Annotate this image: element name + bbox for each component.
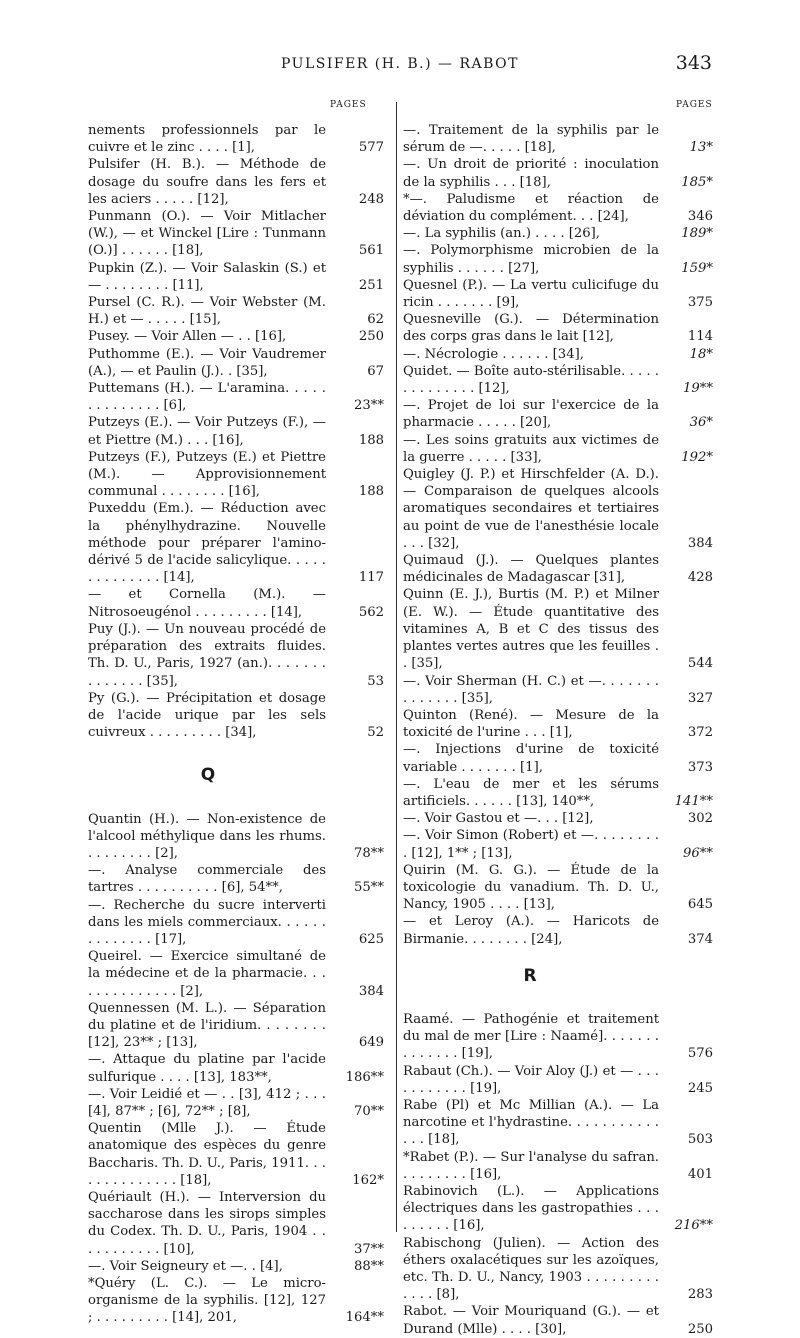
- index-entry: [403, 1183, 717, 1235]
- entry-page: 162*: [352, 1172, 384, 1188]
- entry-page: 251: [358, 277, 384, 293]
- entry-page: 18*: [689, 346, 713, 362]
- entry-text: Puttemans (H.). — L'aramina. . . . . . . . . . . . . . [6],: [88, 381, 326, 414]
- index-entry: [403, 913, 717, 947]
- entry-text: —. La syphilis (an.) . . . . [26],: [403, 226, 600, 242]
- entry-page: 189*: [681, 226, 713, 242]
- index-entry: [403, 346, 717, 363]
- index-entry: [403, 122, 717, 156]
- entry-text: *Quéry (L. C.). — Le micro-organisme de la syphilis. [12], 127 ; . . . . . . . . . [14], 201,: [88, 1276, 326, 1326]
- page-number: 343: [675, 52, 712, 74]
- entry-text: —. Voir Sherman (H. C.) et —. . . . . . . . . . . . . . [35],: [403, 673, 659, 706]
- index-entry: [403, 810, 717, 827]
- index-entry: [88, 897, 388, 949]
- entry-page: 141**: [674, 793, 713, 809]
- entry-text: —. Voir Gastou et —. . . [12],: [403, 811, 594, 827]
- entry-text: *Rabet (P.). — Sur l'analyse du safran. . . . . . . . . [16],: [403, 1149, 659, 1182]
- index-entry: [403, 1063, 717, 1097]
- entry-text: Quantin (H.). — Non-existence de l'alcool méthylique dans les rhums. . . . . . . . . [2],: [88, 811, 326, 861]
- entry-text: —. Projet de loi sur l'exercice de la pharmacie . . . . . [20],: [403, 398, 659, 431]
- pages-label-left: PAGES: [330, 100, 367, 110]
- index-entry: [403, 776, 717, 810]
- entry-text: Quirin (M. G. G.). — Étude de la toxicologie du vanadium. Th. D. U., Nancy, 1905 . . . . [13],: [403, 862, 659, 913]
- entry-page: 302: [687, 811, 713, 827]
- index-entry: [403, 225, 717, 242]
- entry-page: 625: [358, 931, 384, 947]
- index-entry: [88, 346, 388, 380]
- entry-page: 117: [358, 570, 384, 586]
- entry-page: 645: [687, 897, 713, 913]
- entry-text: Pupkin (Z.). — Voir Salaskin (S.) et — . . . . . . . . [11],: [88, 260, 326, 293]
- index-entry: [403, 466, 717, 552]
- index-entry: [88, 500, 388, 586]
- left-entries-p: [88, 122, 388, 741]
- entry-text: Quinton (René). — Mesure de la toxicité de l'urine . . . [1],: [403, 707, 659, 741]
- entry-page: 346: [687, 209, 713, 225]
- entry-text: Queirel. — Exercice simultané de la médecine et de la pharmacie. . . . . . . . . . . . . . [2],: [88, 949, 326, 999]
- index-entry: [88, 1000, 388, 1052]
- entry-text: Rabe (Pl) et Mc Millian (A.). — La narcotine et l'hydrastine. . . . . . . . . . . . . . [18],: [403, 1097, 659, 1148]
- entry-page: 327: [687, 690, 713, 706]
- entry-text: Quennessen (M. L.). — Séparation du platine et de l'iridium. . . . . . . . [12], 23** ; [13],: [88, 1000, 326, 1051]
- index-entry: [403, 1097, 717, 1149]
- entry-page: 164**: [345, 1310, 384, 1326]
- entry-text: Py (G.). — Précipitation et dosage de l'acide urique par les sels cuivreux . . . . . . . . . [34],: [88, 690, 326, 741]
- entry-page: 96**: [683, 845, 713, 861]
- entry-text: Rabinovich (L.). — Applications électriques dans les gastropathies . . . . . . . . . [16],: [403, 1183, 659, 1234]
- entry-text: *—. Paludisme et réaction de déviation du complément. . . [24],: [403, 191, 659, 225]
- index-entry: [403, 432, 717, 466]
- left-column: [88, 122, 388, 1327]
- entry-text: —. Voir Seigneury et —. . [4],: [88, 1258, 283, 1274]
- entry-text: Quentin (Mlle J.). — Étude anatomique des espèces du genre Baccharis. Th. D. U., Paris, 1911. . . . . . . . . . . . . . [18],: [88, 1121, 326, 1188]
- index-entry: [88, 690, 388, 742]
- entry-page: 374: [687, 931, 713, 947]
- page-header: [0, 50, 800, 80]
- entry-page: 53: [367, 673, 384, 689]
- entry-page: 188: [358, 484, 384, 500]
- index-entry: [88, 449, 388, 501]
- index-entry: [403, 311, 717, 345]
- entry-text: —. Attaque du platine par l'acide sulfurique . . . . [13], 183**,: [88, 1052, 326, 1085]
- entry-text: Puy (J.). — Un nouveau procédé de préparation des extraits fluides. Th. D. U., Paris, 1927 (an.). . . . . . . . . . . . . . [35],: [88, 621, 326, 689]
- entry-page: 37**: [354, 1241, 384, 1257]
- index-entry: [403, 156, 717, 190]
- entry-page: 375: [687, 295, 713, 311]
- entry-page: 372: [687, 725, 713, 741]
- right-entries-q: [403, 122, 717, 948]
- entry-text: Quériault (H.). — Interversion du saccharose dans les sirops simples du Codex. Th. D. U., Paris, 1904 . . . . . . . . . . . [10],: [88, 1189, 326, 1257]
- entry-text: —. Traitement de la syphilis par le sérum de —. . . . . [18],: [403, 123, 659, 156]
- entry-page: 159*: [681, 260, 713, 276]
- entry-text: Pursel (C. R.). — Voir Webster (M. H.) et — . . . . . [15],: [88, 295, 326, 328]
- entry-page: 216**: [674, 1218, 713, 1234]
- index-entry: [88, 260, 388, 294]
- index-entry: [88, 621, 388, 690]
- index-entry: [88, 328, 388, 345]
- index-entry: [403, 552, 717, 586]
- entry-page: 401: [687, 1166, 713, 1182]
- right-column: [403, 122, 717, 1338]
- section-heading-r: R: [523, 965, 537, 986]
- entry-page: 384: [358, 983, 384, 999]
- index-entry: [88, 1189, 388, 1258]
- index-entry: [88, 1051, 388, 1085]
- entry-page: 55**: [354, 880, 384, 896]
- entry-text: Quimaud (J.). — Quelques plantes médicinales de Madagascar [31],: [403, 553, 659, 586]
- entry-text: Rabaut (Ch.). — Voir Aloy (J.) et — . . . . . . . . . . . [19],: [403, 1063, 659, 1096]
- index-entry: [403, 827, 717, 861]
- entry-page: 19**: [683, 381, 713, 397]
- index-entry: [403, 242, 717, 276]
- entry-text: nements professionnels par le cuivre et le zinc . . . . [1],: [88, 123, 326, 156]
- index-entry: [88, 1258, 388, 1275]
- entry-text: Rabot. — Voir Mouriquand (G.). — et Durand (Mlle) . . . . [30],: [403, 1304, 659, 1337]
- entry-page: 188: [358, 432, 384, 448]
- entry-page: 13*: [689, 140, 713, 156]
- index-entry: [403, 862, 717, 914]
- entry-text: —. Analyse commerciale des tartres . . . . . . . . . . [6], 54**,: [88, 863, 326, 896]
- entry-text: —. Recherche du sucre interverti dans les miels commerciaux. . . . . . . . . . . . . . [17],: [88, 897, 326, 947]
- index-entry: [88, 862, 388, 896]
- index-entry: [403, 707, 717, 741]
- entry-text: —. L'eau de mer et les sérums artificiels. . . . . . [13], 140**,: [403, 776, 659, 809]
- entry-text: Quinn (E. J.), Burtis (M. P.) et Milner (E. W.). — Étude quantitative des vitamines A, B et C des tissus des plantes vertes autres que les feuilles . . [35],: [403, 587, 659, 672]
- entry-text: Puxeddu (Em.). — Réduction avec la phénylhydrazine. Nouvelle méthode pour préparer l'amino-dérivé 5 de l'acide salicylique. . . . . . . . . . . . . . [14],: [88, 501, 326, 586]
- index-entry: [403, 1011, 717, 1063]
- entry-page: 283: [687, 1287, 713, 1303]
- entry-text: Quesneville (G.). — Détermination des corps gras dans le lait [12],: [403, 312, 659, 345]
- entry-page: 250: [687, 1321, 713, 1337]
- entry-page: 23**: [354, 398, 384, 414]
- index-entry: [88, 380, 388, 414]
- index-entry: [88, 1086, 388, 1120]
- entry-page: 428: [687, 570, 713, 586]
- entry-page: 384: [687, 535, 713, 551]
- index-entry: [403, 586, 717, 672]
- entry-text: Rabischong (Julien). — Action des éthers oxalacétiques sur les azoïques, etc. Th. D. U., Nancy, 1903 . . . . . . . . . . . . . [8],: [403, 1235, 659, 1303]
- index-entry: [403, 1303, 717, 1337]
- entry-text: —. Les soins gratuits aux victimes de la guerre . . . . . [33],: [403, 432, 659, 465]
- entry-page: 248: [358, 191, 384, 207]
- entry-page: 67: [367, 363, 384, 379]
- index-entry: [88, 208, 388, 260]
- entry-page: 562: [358, 604, 384, 620]
- entry-text: Quidet. — Boîte auto-stérilisable. . . . . . . . . . . . . . [12],: [403, 363, 659, 397]
- entry-page: 70**: [354, 1103, 384, 1119]
- entry-page: 576: [687, 1046, 713, 1062]
- entry-page: 544: [687, 656, 713, 672]
- entry-text: —. Injections d'urine de toxicité variable . . . . . . . [1],: [403, 742, 659, 775]
- entry-page: 78**: [354, 845, 384, 861]
- entry-text: —. Voir Simon (Robert) et —. . . . . . . . . [12], 1** ; [13],: [403, 828, 659, 861]
- entry-text: Pulsifer (H. B.). — Méthode de dosage du soufre dans les fers et les aciers . . . . . [12],: [88, 157, 326, 207]
- index-entry: [88, 294, 388, 328]
- entry-text: —. Voir Leidié et — . . [3], 412 ; . . . [4], 87** ; [6], 72** ; [8],: [88, 1086, 326, 1119]
- running-title: PULSIFER (H. B.) — RABOT: [280, 56, 519, 72]
- entry-page: 577: [358, 140, 384, 156]
- entry-page: 250: [358, 329, 384, 345]
- right-entries-r: [403, 1011, 717, 1338]
- entry-text: Quigley (J. P.) et Hirschfelder (A. D.). — Comparaison de quelques alcools aromatiques secondaires et tertiaires au point de vue de l'anesthésie locale . . . [32],: [403, 467, 659, 551]
- entry-text: —. Nécrologie . . . . . . [34],: [403, 346, 584, 362]
- index-entry: [88, 122, 388, 156]
- entry-page: 62: [367, 312, 384, 328]
- index-entry: [88, 948, 388, 1000]
- column-divider: [396, 102, 397, 1232]
- left-entries-q: [88, 811, 388, 1327]
- index-entry: [88, 586, 388, 620]
- index-entry: [403, 363, 717, 397]
- entry-page: 192*: [681, 449, 713, 465]
- entry-page: 36*: [689, 415, 713, 431]
- entry-text: Putzeys (F.), Putzeys (E.) et Piettre (M.). — Approvisionnement communal . . . . . . . . [16],: [88, 449, 326, 500]
- entry-text: Putzeys (E.). — Voir Putzeys (F.), — et Piettre (M.) . . . [16],: [88, 415, 326, 448]
- index-entry: [403, 1235, 717, 1304]
- index-entry: [88, 156, 388, 208]
- index-entry: [88, 811, 388, 863]
- index-entry: [403, 673, 717, 707]
- index-entry: [403, 1149, 717, 1183]
- entry-text: Puthomme (E.). — Voir Vaudremer (A.), — et Paulin (J.). . [35],: [88, 346, 326, 379]
- entry-text: Punmann (O.). — Voir Mitlacher (W.), — et Winckel [Lire : Tunmann (O.)] . . . . . . [18],: [88, 209, 326, 259]
- entry-page: 114: [687, 329, 713, 345]
- entry-page: 245: [687, 1080, 713, 1096]
- index-entry: [88, 1120, 388, 1189]
- index-entry: [403, 277, 717, 311]
- index-entry: [403, 741, 717, 775]
- pages-label-right: PAGES: [676, 100, 713, 110]
- index-entry: [403, 397, 717, 431]
- entry-text: — et Cornella (M.). — Nitrosoeugénol . . . . . . . . . [14],: [88, 587, 326, 620]
- entry-page: 185*: [681, 174, 713, 190]
- index-entry: [88, 414, 388, 448]
- entry-page: 503: [687, 1132, 713, 1148]
- entry-page: 186**: [345, 1069, 384, 1085]
- entry-page: 649: [358, 1035, 384, 1051]
- entry-text: Pusey. — Voir Allen — . . [16],: [88, 329, 287, 345]
- entry-page: 52: [367, 725, 384, 741]
- entry-text: Raamé. — Pathogénie et traitement du mal de mer [Lire : Naamé]. . . . . . . . . . . . . . [19],: [403, 1011, 659, 1062]
- section-heading-q: Q: [200, 765, 216, 786]
- entry-text: —. Un droit de priorité : inoculation de la syphilis . . . [18],: [403, 157, 659, 190]
- entry-page: 561: [358, 243, 384, 259]
- entry-text: —. Polymorphisme microbien de la syphilis . . . . . . [27],: [403, 243, 659, 276]
- index-entry: [403, 191, 717, 225]
- entry-page: 373: [687, 759, 713, 775]
- entry-text: Quesnel (P.). — La vertu culicifuge du ricin . . . . . . . [9],: [403, 277, 659, 311]
- entry-text: — et Leroy (A.). — Haricots de Birmanie. . . . . . . . [24],: [403, 914, 659, 947]
- entry-page: 88**: [354, 1258, 384, 1274]
